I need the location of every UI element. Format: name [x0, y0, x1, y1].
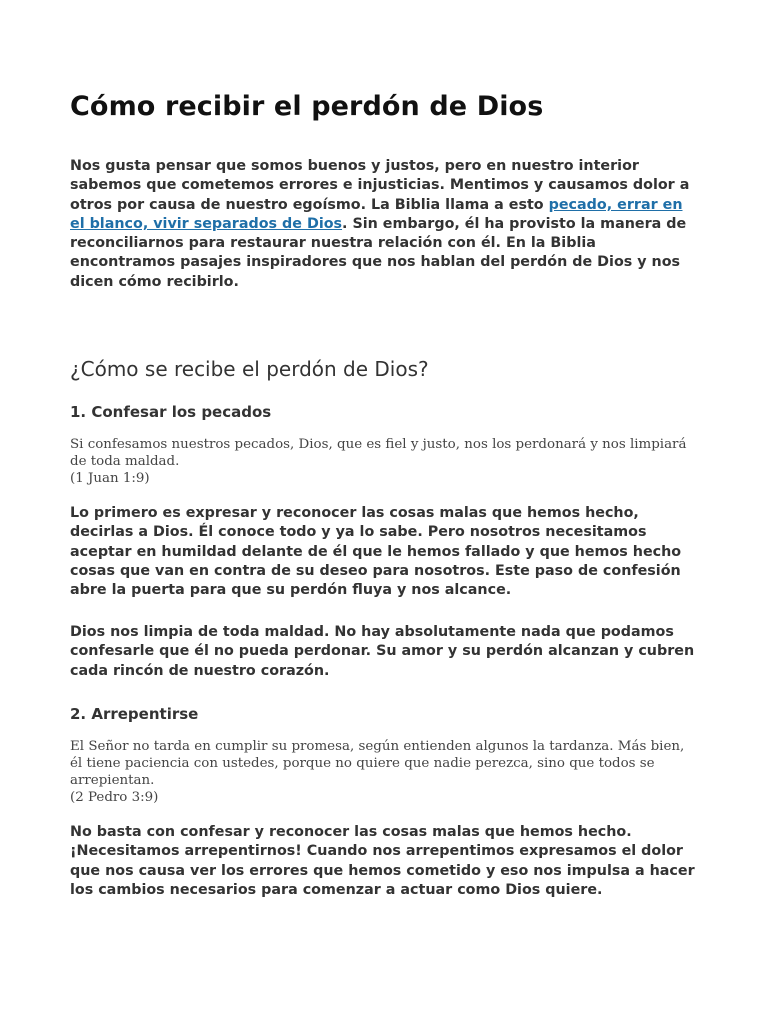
- intro-text-before-link: Nos gusta pensar que somos buenos y justos, pero en nuestro interior sabemos que cometemos errores e injusticias. Mentimos y causamos dolor a otros por causa de nuestro egoísmo. La Biblia llama a esto: [70, 158, 690, 213]
- step-1-quote-text: Si confesamos nuestros pecados, Dios, que es fiel y justo, nos los perdonará y nos limpiará de toda maldad.: [70, 437, 687, 469]
- step-1-heading: 1. Confesar los pecados: [70, 403, 272, 421]
- step-1-quote-ref: (1 Juan 1:9): [70, 471, 150, 486]
- intro-paragraph: [70, 157, 700, 292]
- step-2-quote-text: El Señor no tarda en cumplir su promesa, según entienden algunos la tardanza. Más bien, él tiene paciencia con ustedes, porque no quiere que nadie perezca, sino que todos se arrepientan.: [70, 739, 685, 788]
- step-2-paragraph-1: No basta con confesar y reconocer las cosas malas que hemos hecho. ¡Necesitamos arrepentirnos! Cuando nos arrepentimos expresamos el dolor que nos causa ver los errores que hemos cometido y eso nos impulsa a hacer los cambios necesarios para comenzar a actuar como Dios quiere.: [70, 824, 695, 898]
- sin-definition-link[interactable]: pecado, errar en el blanco, vivir separados de Dios: [70, 196, 683, 232]
- step-1-paragraph-1: Lo primero es expresar y reconocer las cosas malas que hemos hecho, decirlas a Dios. Él conoce todo y ya lo sabe. Pero nosotros necesitamos aceptar en humildad delante de él que le hemos fallado y que hemos hecho cosas que van en contra de su deseo para nosotros. Este paso de confesión abre la puerta para que su perdón fluya y nos alcance.: [70, 505, 682, 599]
- section-heading: ¿Cómo se recibe el perdón de Dios?: [70, 357, 429, 381]
- step-2-quote-ref: (2 Pedro 3:9): [70, 790, 159, 805]
- step-2-heading: 2. Arrepentirse: [70, 705, 199, 723]
- step-1-quote: [70, 436, 700, 487]
- step-1-paragraph-2: Dios nos limpia de toda maldad. No hay absolutamente nada que podamos confesarle que él no pueda perdonar. Su amor y su perdón alcanzan y cubren cada rincón de nuestro corazón.: [70, 624, 695, 679]
- step-2-quote: [70, 738, 700, 806]
- intro-text-after-link: . Sin embargo, él ha provisto la manera de reconciliarnos para restaurar nuestra relación con él. En la Biblia encontramos pasajes inspiradores que nos hablan del perdón de Dios y nos dicen cómo recibirlo.: [70, 215, 687, 290]
- page-title: Cómo recibir el perdón de Dios: [70, 91, 544, 122]
